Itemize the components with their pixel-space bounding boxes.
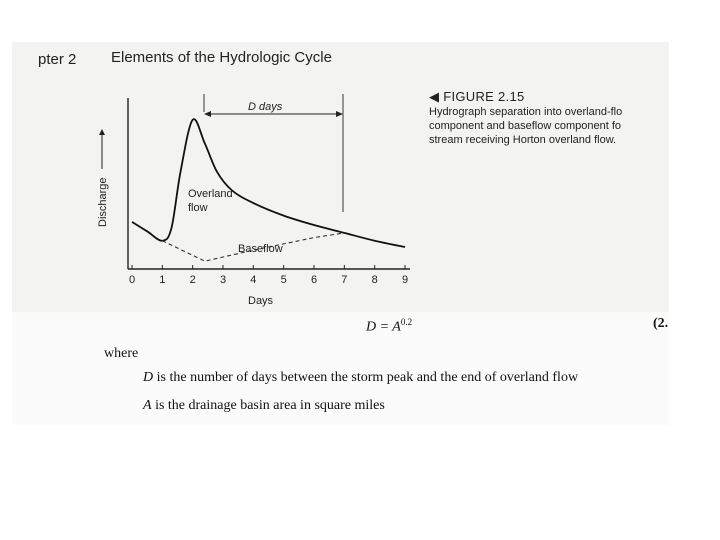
x-tick-label: 7	[341, 274, 348, 286]
d-days-arrowhead-right	[336, 111, 343, 117]
scanned-page	[12, 42, 669, 425]
d-days-label: D days	[248, 101, 283, 113]
definition-d-symbol: D	[143, 370, 154, 385]
y-axis-label: Discharge	[97, 177, 109, 227]
x-tick-label: 8	[371, 274, 378, 286]
x-tick-label: 9	[401, 274, 409, 286]
chapter-title: Elements of the Hydrologic Cycle	[111, 49, 332, 66]
hydrograph-curve	[132, 119, 405, 247]
definition-a-symbol: A	[143, 398, 152, 413]
definition-a	[143, 398, 385, 414]
x-tick-label: 5	[280, 274, 287, 286]
chapter-label: pter 2	[38, 51, 77, 68]
x-tick-label: 0	[128, 274, 136, 286]
figure-label: ◀ FIGURE 2.15	[429, 89, 525, 104]
x-axis-label: Days	[248, 295, 274, 307]
definition-d-text: is the number of days between the storm peak and the end of overland flow	[153, 370, 579, 385]
x-tick-label: 4	[250, 274, 257, 286]
x-tick-label: 3	[219, 274, 227, 286]
where-label: where	[104, 346, 139, 361]
d-days-arrowhead-left	[204, 111, 211, 117]
equation-exponent: 0.2	[400, 317, 413, 327]
overland-flow-label: Overland flow	[188, 188, 233, 214]
definition-d	[143, 370, 578, 386]
x-tick-label: 1	[159, 274, 166, 286]
y-axis-label-arrowhead	[99, 129, 105, 135]
definition-a-text: is the drainage basin area in square miles	[151, 398, 385, 413]
figure-caption: Hydrograph separation into overland-flo component and baseflow component fo stream receiving Horton overland flow.	[429, 106, 623, 146]
baseflow-label: Baseflow	[238, 243, 283, 255]
x-tick-label: 2	[189, 274, 196, 286]
equation	[366, 317, 412, 336]
equation-number: (2.	[653, 316, 669, 331]
equation-body: D = A	[366, 319, 401, 335]
hydrograph-chart	[12, 42, 669, 312]
x-tick-label: 6	[310, 274, 318, 286]
